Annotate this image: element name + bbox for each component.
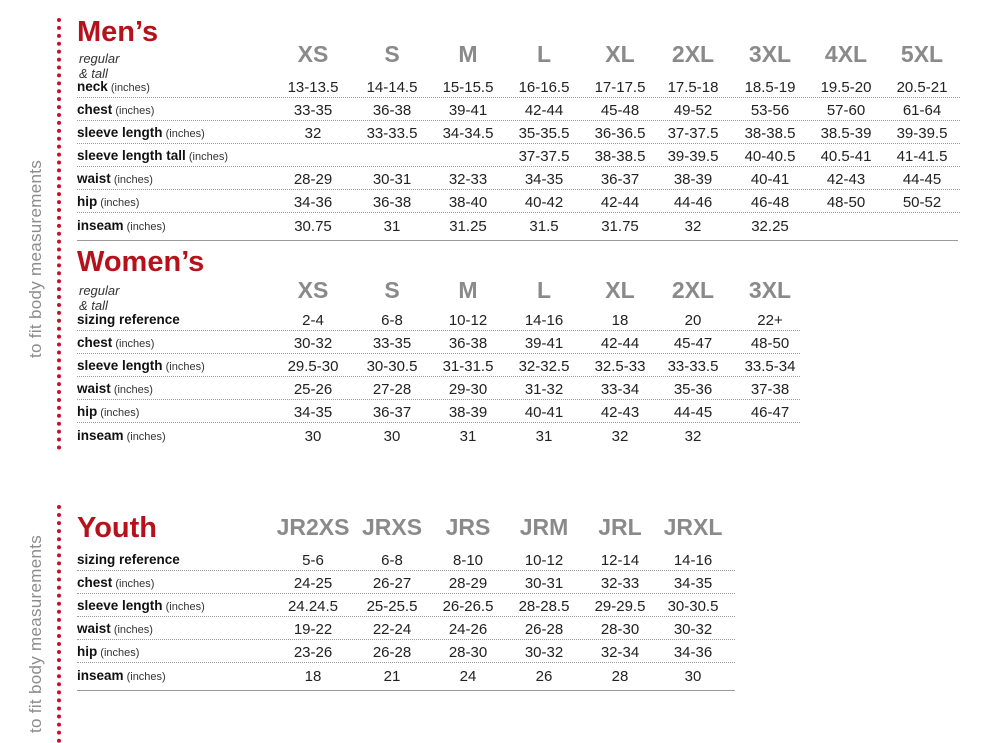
youth-table-cell: 26-26.5 [442, 598, 494, 615]
womens-table-row [77, 331, 800, 354]
mens-table-cell: 32 [684, 218, 702, 235]
youth-table-cell: 25-25.5 [366, 598, 418, 615]
womens-table-cell: 45-47 [673, 335, 713, 352]
mens-table-cell: 44-45 [902, 171, 942, 188]
youth-table-cell: 29-29.5 [594, 598, 646, 615]
womens-table-cell: 42-44 [600, 335, 640, 352]
mens-table-cell: 38.5-39 [820, 125, 872, 142]
youth-table-cell: 28-30 [600, 621, 640, 638]
mens-table-cell: 32-33 [448, 171, 488, 188]
youth-table-cell: 24.24.5 [287, 598, 339, 615]
mens-size-header: M [458, 41, 478, 67]
youth-table-cell: 26-27 [372, 575, 412, 592]
mens-table-cell: 28-29 [293, 171, 333, 188]
row-label-unit: (inches) [123, 671, 166, 683]
womens-table-cell: 6-8 [381, 312, 403, 329]
dotted-divider-top [57, 18, 61, 450]
womens-table-cell: 30-30.5 [366, 358, 418, 375]
row-label-text: sleeve length tall [77, 148, 186, 163]
youth-table-cell: 34-35 [673, 575, 713, 592]
row-label-text: waist [77, 381, 111, 396]
womens-table-cell: 29-30 [448, 381, 488, 398]
mens-table-cell: 20.5-21 [896, 79, 948, 96]
mens-size-header: 3XL [748, 41, 792, 67]
womens-table-cell: 30-32 [293, 335, 333, 352]
womens-size-header: XS [297, 277, 329, 303]
mens-table-cell: 40-40.5 [744, 148, 796, 165]
mens-size-header: 4XL [824, 41, 868, 67]
womens-table-cell: 35-36 [673, 381, 713, 398]
row-label-text: inseam [77, 668, 124, 683]
mens-table-cell: 46-48 [750, 194, 790, 211]
womens-row-label [77, 428, 166, 443]
womens-size-header: M [458, 277, 478, 303]
mens-table-row [77, 190, 960, 213]
mens-table-cell: 18.5-19 [744, 79, 796, 96]
youth-table-cell: 23-26 [293, 644, 333, 661]
womens-size-header: XL [605, 277, 635, 303]
row-label-unit: (inches) [112, 338, 155, 350]
womens-table-cell: 37-38 [750, 381, 790, 398]
row-label-text: inseam [77, 428, 124, 443]
mens-table-cell: 16-16.5 [518, 79, 570, 96]
row-label-text: sleeve length [77, 125, 163, 140]
womens-table-cell: 31 [459, 428, 477, 445]
mens-table-cell: 14-14.5 [366, 79, 418, 96]
mens-table-row [77, 167, 960, 190]
youth-table-cell: 14-16 [673, 552, 713, 569]
youth-row-label [77, 621, 153, 636]
youth-table-cell: 34-36 [673, 644, 713, 661]
womens-row-label [77, 381, 153, 396]
row-label-text: chest [77, 335, 113, 350]
womens-table-cell: 29.5-30 [287, 358, 339, 375]
mens-table-row [77, 213, 960, 236]
youth-row-label [77, 598, 205, 613]
womens-table-cell: 31-32 [524, 381, 564, 398]
youth-size-header: JRS [445, 514, 491, 540]
womens-size-header: S [384, 277, 400, 303]
womens-table-row [77, 400, 800, 423]
mens-table-cell: 15-15.5 [442, 79, 494, 96]
womens-table-cell: 25-26 [293, 381, 333, 398]
mens-table-cell: 41-41.5 [896, 148, 948, 165]
womens-table-cell: 30 [304, 428, 322, 445]
mens-table-cell: 31.5 [529, 218, 559, 235]
womens-table-cell: 14-16 [524, 312, 564, 329]
youth-table-row [77, 617, 735, 640]
youth-row-label [77, 668, 166, 683]
mens-table-cell: 38-38.5 [594, 148, 646, 165]
youth-table-cell: 32-34 [600, 644, 640, 661]
youth-table-cell: 22-24 [372, 621, 412, 638]
row-label-text: hip [77, 404, 98, 419]
mens-table-cell: 44-46 [673, 194, 713, 211]
youth-size-header: JR2XS [276, 514, 350, 540]
youth-table-row [77, 663, 735, 686]
row-label-text: inseam [77, 218, 124, 233]
row-label-text: sleeve length [77, 598, 163, 613]
womens-table-row [77, 423, 800, 446]
womens-table-cell: 39-41 [524, 335, 564, 352]
womens-table-cell: 32 [684, 428, 702, 445]
youth-table-cell: 30-32 [524, 644, 564, 661]
mens-table-row [77, 98, 960, 121]
mens-table-cell: 39-39.5 [896, 125, 948, 142]
youth-table-cell: 18 [304, 668, 322, 685]
mens-title: Men’s [77, 16, 159, 48]
youth-table-cell: 24 [459, 668, 477, 685]
youth-bottom-rule [77, 690, 735, 691]
mens-table-cell: 53-56 [750, 102, 790, 119]
mens-table-cell: 13-13.5 [287, 79, 339, 96]
youth-table-cell: 30-32 [673, 621, 713, 638]
row-label-unit: (inches) [162, 361, 205, 373]
mens-table-cell: 39-41 [448, 102, 488, 119]
mens-table-cell: 34-34.5 [442, 125, 494, 142]
row-label-text: sleeve length [77, 358, 163, 373]
mens-table-cell: 61-64 [902, 102, 942, 119]
row-label-unit: (inches) [97, 407, 140, 419]
mens-table-cell: 40.5-41 [820, 148, 872, 165]
mens-table-cell: 32.25 [751, 218, 789, 235]
mens-table-cell: 37-37.5 [518, 148, 570, 165]
mens-table-cell: 48-50 [826, 194, 866, 211]
womens-size-header: 2XL [671, 277, 715, 303]
womens-table-cell: 34-35 [293, 404, 333, 421]
mens-table-cell: 36-38 [372, 194, 412, 211]
womens-table-cell: 36-38 [448, 335, 488, 352]
womens-table-cell: 10-12 [448, 312, 488, 329]
womens-table-cell: 38-39 [448, 404, 488, 421]
mens-table-row [77, 75, 960, 98]
youth-table-cell: 26-28 [372, 644, 412, 661]
mens-table-cell: 30-31 [372, 171, 412, 188]
youth-table-cell: 30-30.5 [667, 598, 719, 615]
row-label-text: waist [77, 621, 111, 636]
mens-table-cell: 31.25 [449, 218, 487, 235]
row-label-unit: (inches) [185, 151, 228, 163]
mens-row-label [77, 218, 166, 233]
womens-table-cell: 32-32.5 [518, 358, 570, 375]
womens-table-cell: 33-33.5 [667, 358, 719, 375]
womens-title: Women’s [77, 246, 205, 278]
mens-table-cell: 40-41 [750, 171, 790, 188]
mens-table-cell: 17-17.5 [594, 79, 646, 96]
mens-table-cell: 17.5-18 [667, 79, 719, 96]
youth-table-cell: 28-29 [448, 575, 488, 592]
row-label-text: chest [77, 102, 113, 117]
youth-table-cell: 21 [383, 668, 401, 685]
mens-table-cell: 31.75 [601, 218, 639, 235]
youth-table-cell: 6-8 [381, 552, 403, 569]
womens-table-cell: 42-43 [600, 404, 640, 421]
mens-table-cell: 36-37 [600, 171, 640, 188]
mens-table-cell: 40-42 [524, 194, 564, 211]
row-label-unit: (inches) [123, 221, 166, 233]
youth-table-cell: 28 [611, 668, 629, 685]
mens-table-cell: 38-38.5 [744, 125, 796, 142]
youth-table-row [77, 548, 735, 571]
mens-table-cell: 42-43 [826, 171, 866, 188]
womens-table-cell: 31 [535, 428, 553, 445]
mens-table-cell: 31 [383, 218, 401, 235]
womens-row-label [77, 335, 154, 350]
youth-table-row [77, 640, 735, 663]
womens-table-cell: 32.5-33 [594, 358, 646, 375]
mens-table-cell: 57-60 [826, 102, 866, 119]
youth-row-label [77, 644, 139, 659]
youth-table-cell: 26 [535, 668, 553, 685]
mens-table-cell: 32 [304, 125, 322, 142]
youth-table-cell: 24-25 [293, 575, 333, 592]
womens-row-label [77, 312, 180, 327]
womens-table-cell: 32 [611, 428, 629, 445]
mens-row-label [77, 194, 139, 209]
youth-table-cell: 24-26 [448, 621, 488, 638]
row-label-text: waist [77, 171, 111, 186]
mens-size-header: 5XL [900, 41, 944, 67]
row-label-text: hip [77, 194, 98, 209]
womens-table-cell: 18 [611, 312, 629, 329]
youth-table-cell: 28-28.5 [518, 598, 570, 615]
womens-table-cell: 20 [684, 312, 702, 329]
mens-size-header: S [384, 41, 400, 67]
youth-table-cell: 28-30 [448, 644, 488, 661]
youth-row-label [77, 575, 154, 590]
mens-bottom-rule [77, 240, 958, 241]
row-label-unit: (inches) [107, 82, 150, 94]
mens-table-cell: 33-35 [293, 102, 333, 119]
mens-table-cell: 50-52 [902, 194, 942, 211]
womens-table-cell: 27-28 [372, 381, 412, 398]
womens-table-cell: 33-34 [600, 381, 640, 398]
youth-table-cell: 26-28 [524, 621, 564, 638]
womens-table-cell: 2-4 [302, 312, 324, 329]
womens-table-cell: 40-41 [524, 404, 564, 421]
womens-row-label [77, 358, 205, 373]
mens-table-cell: 39-39.5 [667, 148, 719, 165]
youth-table-cell: 30 [684, 668, 702, 685]
womens-table-row [77, 377, 800, 400]
womens-row-label [77, 404, 139, 419]
row-label-unit: (inches) [123, 431, 166, 443]
mens-table-cell: 42-44 [600, 194, 640, 211]
mens-table-row [77, 121, 960, 144]
womens-size-header: L [536, 277, 552, 303]
row-label-unit: (inches) [112, 105, 155, 117]
mens-table-cell: 34-36 [293, 194, 333, 211]
row-label-unit: (inches) [97, 197, 140, 209]
womens-table-cell: 22+ [757, 312, 783, 329]
womens-table-cell: 44-45 [673, 404, 713, 421]
row-label-unit: (inches) [112, 578, 155, 590]
womens-table-cell: 30 [383, 428, 401, 445]
dotted-divider-bottom [57, 505, 61, 743]
mens-table-cell: 30.75 [294, 218, 332, 235]
row-label-text: sizing reference [77, 312, 180, 327]
mens-table-cell: 33-33.5 [366, 125, 418, 142]
side-label-bottom: to fit body measurements [26, 534, 45, 733]
row-label-unit: (inches) [162, 128, 205, 140]
mens-table-cell: 38-39 [673, 171, 713, 188]
womens-table-cell: 36-37 [372, 404, 412, 421]
womens-table-row [77, 308, 800, 331]
mens-table-cell: 19.5-20 [820, 79, 872, 96]
mens-subtitle: regular & tall [79, 51, 120, 81]
youth-table-row [77, 594, 735, 617]
youth-size-header: JRXS [361, 514, 423, 540]
youth-size-header: JRXL [663, 514, 723, 540]
mens-size-header: L [536, 41, 552, 67]
mens-table-row [77, 144, 960, 167]
youth-size-header: JRL [598, 514, 642, 540]
row-label-unit: (inches) [110, 384, 153, 396]
side-label-top: to fit body measurements [26, 159, 45, 358]
youth-table-row [77, 571, 735, 594]
youth-size-header: JRM [519, 514, 569, 540]
womens-table-row [77, 354, 800, 377]
womens-table-cell: 31-31.5 [442, 358, 494, 375]
mens-table-cell: 34-35 [524, 171, 564, 188]
mens-row-label [77, 102, 154, 117]
mens-size-header: XL [605, 41, 635, 67]
mens-row-label [77, 171, 153, 186]
row-label-unit: (inches) [110, 174, 153, 186]
mens-size-header: XS [297, 41, 329, 67]
youth-table-cell: 12-14 [600, 552, 640, 569]
row-label-unit: (inches) [97, 647, 140, 659]
womens-table-cell: 46-47 [750, 404, 790, 421]
mens-table-cell: 49-52 [673, 102, 713, 119]
mens-table-cell: 45-48 [600, 102, 640, 119]
mens-table-cell: 42-44 [524, 102, 564, 119]
mens-table-cell: 36-36.5 [594, 125, 646, 142]
row-label-text: hip [77, 644, 98, 659]
womens-subtitle: regular & tall [79, 283, 120, 313]
womens-size-header: 3XL [748, 277, 792, 303]
womens-table-cell: 48-50 [750, 335, 790, 352]
mens-row-label [77, 79, 150, 94]
mens-table-cell: 36-38 [372, 102, 412, 119]
row-label-unit: (inches) [110, 624, 153, 636]
mens-table-cell: 37-37.5 [667, 125, 719, 142]
womens-table-cell: 33.5-34 [744, 358, 796, 375]
youth-table-cell: 5-6 [302, 552, 324, 569]
youth-table-cell: 10-12 [524, 552, 564, 569]
mens-size-header: 2XL [671, 41, 715, 67]
mens-row-label [77, 148, 228, 163]
mens-table-cell: 35-35.5 [518, 125, 570, 142]
youth-table-cell: 8-10 [452, 552, 484, 569]
youth-row-label [77, 552, 180, 567]
youth-table-cell: 32-33 [600, 575, 640, 592]
womens-table-cell: 33-35 [372, 335, 412, 352]
row-label-unit: (inches) [162, 601, 205, 613]
youth-title: Youth [77, 512, 157, 544]
row-label-text: sizing reference [77, 552, 180, 567]
youth-table-cell: 19-22 [293, 621, 333, 638]
row-label-text: neck [77, 79, 108, 94]
youth-table-cell: 30-31 [524, 575, 564, 592]
row-label-text: chest [77, 575, 113, 590]
mens-row-label [77, 125, 205, 140]
mens-table-cell: 38-40 [448, 194, 488, 211]
